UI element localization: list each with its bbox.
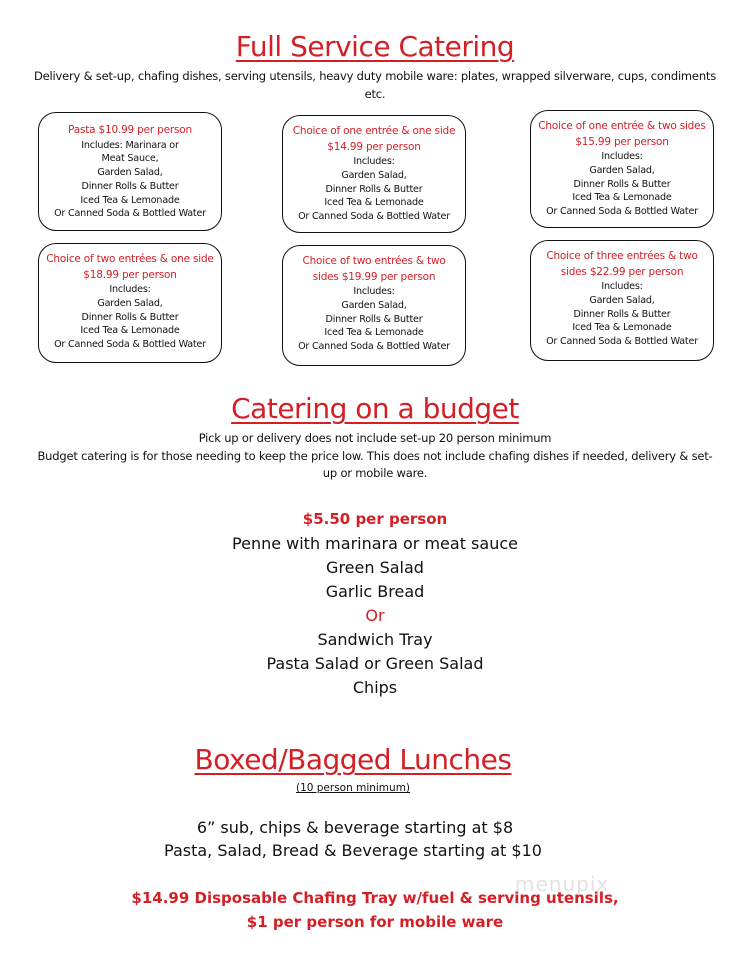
package-item: Dinner Rolls & Butter xyxy=(325,313,423,325)
boxed-minimum: (10 person minimum) xyxy=(295,782,411,794)
package-item: Or Canned Soda & Bottled Water xyxy=(546,336,698,348)
package-title: Choice of one entrée & one side $14.99 per person xyxy=(292,125,456,153)
package-item: Iced Tea & Lemonade xyxy=(80,194,180,206)
package-item: Includes: xyxy=(601,281,643,292)
package-title: Choice of three entrées & two sides $22.99 per person xyxy=(546,250,698,278)
package-item: Garden Salad, xyxy=(97,297,163,309)
package-item: Iced Tea & Lemonade xyxy=(572,192,672,204)
package-item: Garden Salad, xyxy=(341,299,407,311)
package-item: Includes: xyxy=(353,156,395,167)
package-item: Iced Tea & Lemonade xyxy=(324,327,424,339)
package-item: Includes: xyxy=(601,151,643,162)
package-item: Includes: xyxy=(109,284,151,295)
package-item: Garden Salad, xyxy=(589,294,655,306)
package-title: Pasta $10.99 per person xyxy=(68,124,192,136)
budget-description-cont: up or mobile ware. xyxy=(322,466,428,480)
package-item: Garden Salad, xyxy=(589,164,655,176)
budget-item: Penne with marinara or meat sauce xyxy=(232,534,518,553)
package-card xyxy=(38,112,222,231)
package-item: Dinner Rolls & Butter xyxy=(573,178,671,190)
budget-note: Pick up or delivery does not include set-up 20 person minimum xyxy=(198,431,552,445)
budget-item: Sandwich Tray xyxy=(317,630,433,649)
package-item: Or Canned Soda & Bottled Water xyxy=(546,206,698,218)
package-item: Includes: xyxy=(353,286,395,297)
watermark: menupix xyxy=(515,872,610,896)
budget-item: Garlic Bread xyxy=(325,582,425,601)
package-item: Includes: Marinara or xyxy=(81,139,179,151)
full-service-description: Delivery & set-up, chafing dishes, serving utensils, heavy duty mobile ware: plates, wrapped silverware, cups, condiments xyxy=(33,69,717,83)
budget-price: $5.50 per person xyxy=(302,510,448,528)
full-service-description-cont: etc. xyxy=(364,87,386,101)
budget-item: Green Salad xyxy=(326,558,424,577)
package-item: Meat Sauce, xyxy=(101,153,159,165)
budget-title: Catering on a budget xyxy=(231,392,519,425)
boxed-item: 6” sub, chips & beverage starting at $8 xyxy=(196,818,514,837)
package-item: Iced Tea & Lemonade xyxy=(324,197,424,209)
package-title: Choice of two entrées & two sides $19.99 per person xyxy=(302,255,446,283)
budget-or: Or xyxy=(365,606,385,625)
package-card xyxy=(282,115,466,233)
mobile-ware-offer: $1 per person for mobile ware xyxy=(246,913,504,931)
boxed-item: Pasta, Salad, Bread & Beverage starting at $10 xyxy=(164,841,542,860)
budget-item: Pasta Salad or Green Salad xyxy=(266,654,484,673)
package-item: Dinner Rolls & Butter xyxy=(325,183,423,195)
package-item: Or Canned Soda & Bottled Water xyxy=(298,341,450,353)
budget-item: Chips xyxy=(352,678,398,697)
package-card xyxy=(282,245,466,366)
package-title: Choice of one entrée & two sides $15.99 per person xyxy=(538,120,706,148)
package-item: Or Canned Soda & Bottled Water xyxy=(54,339,206,351)
package-card xyxy=(530,110,714,228)
package-item: Iced Tea & Lemonade xyxy=(572,322,672,334)
full-service-title: Full Service Catering xyxy=(235,30,515,63)
package-item: Iced Tea & Lemonade xyxy=(80,325,180,337)
package-item: Dinner Rolls & Butter xyxy=(573,308,671,320)
package-card xyxy=(38,243,222,363)
package-title: Choice of two entrées & one side $18.99 per person xyxy=(46,253,214,281)
package-item: Dinner Rolls & Butter xyxy=(81,311,179,323)
package-item: Garden Salad, xyxy=(97,167,163,179)
chafing-tray-offer: $14.99 Disposable Chafing Tray w/fuel & serving utensils, xyxy=(131,889,619,907)
package-item: Garden Salad, xyxy=(341,169,407,181)
package-item: Or Canned Soda & Bottled Water xyxy=(54,208,206,220)
package-card xyxy=(530,240,714,361)
package-item: Dinner Rolls & Butter xyxy=(81,180,179,192)
package-item: Or Canned Soda & Bottled Water xyxy=(298,211,450,223)
boxed-title: Boxed/Bagged Lunches xyxy=(194,743,512,776)
budget-description: Budget catering is for those needing to keep the price low. This does not include chafing dishes if needed, delivery & set- xyxy=(37,449,713,463)
